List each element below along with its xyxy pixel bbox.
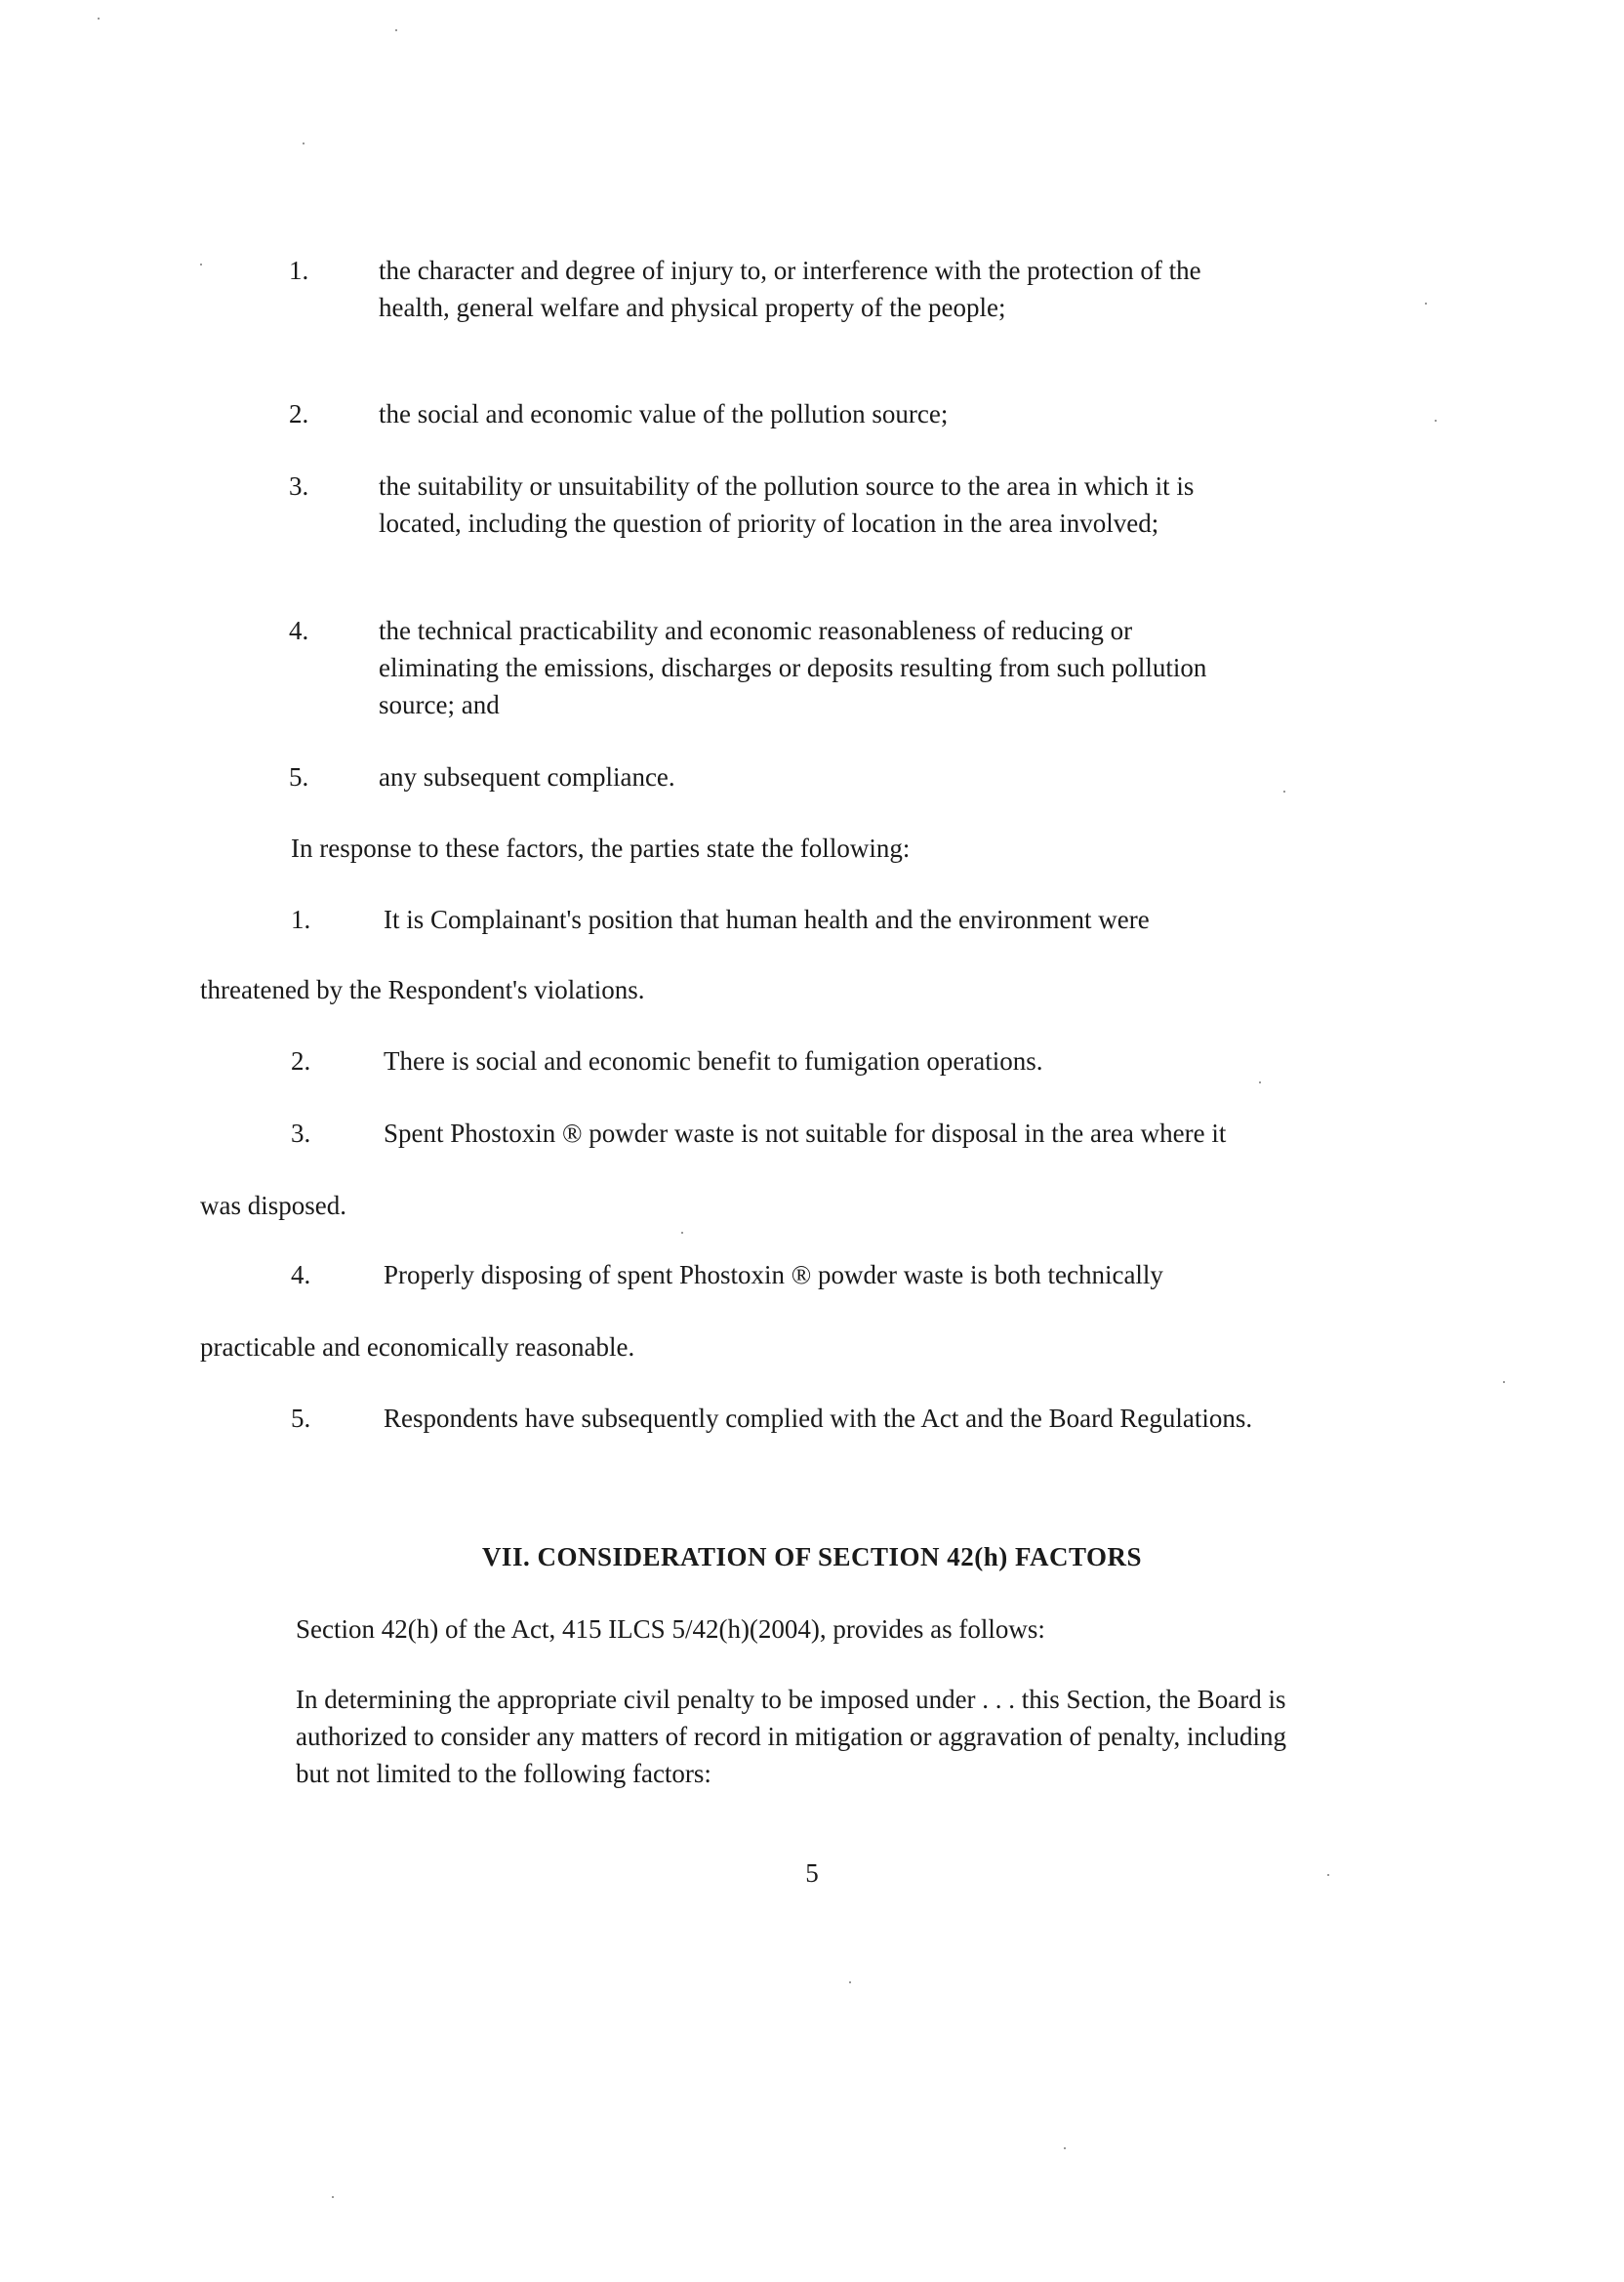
factor-number: 3.	[289, 471, 309, 501]
response-continuation: practicable and economically reasonable.	[200, 1332, 635, 1362]
scan-speck	[681, 1232, 683, 1234]
factor-text: the suitability or unsuitability of the pollution source to the area in which it is located, including the question of priority of location in the area involved;	[379, 471, 1195, 538]
factor-number: 5.	[289, 762, 309, 792]
response-text: Spent Phostoxin ® powder waste is not suitable for disposal in the area where it	[384, 1119, 1227, 1148]
response-number: 3.	[291, 1119, 311, 1148]
section-intro: Section 42(h) of the Act, 415 ILCS 5/42(h)(2004), provides as follows:	[296, 1614, 1045, 1644]
factor-text: the social and economic value of the pollution source;	[379, 399, 949, 428]
block-quote: In determining the appropriate civil penalty to be imposed under . . . this Section, the Board is authorized to consider any matters of record in mitigation or aggravation of penalty, including but not limited to the following factors:	[296, 1685, 1286, 1788]
scan-speck	[395, 29, 397, 31]
factor-number: 4.	[289, 616, 309, 645]
scan-speck	[200, 264, 202, 265]
factor-text: the character and degree of injury to, or interference with the protection of the health, general welfare and physical property of the people;	[379, 256, 1201, 322]
response-number: 2.	[291, 1046, 311, 1076]
scan-speck	[1283, 791, 1285, 793]
response-number: 5.	[291, 1404, 311, 1433]
scan-speck	[332, 2196, 334, 2198]
scan-speck	[849, 1981, 851, 1983]
response-intro: In response to these factors, the parties state the following:	[291, 834, 911, 863]
response-continuation: threatened by the Respondent's violations.	[200, 975, 645, 1004]
factor-number: 1.	[289, 256, 309, 285]
scan-speck	[1259, 1081, 1261, 1083]
response-number: 4.	[291, 1260, 311, 1289]
scan-speck	[303, 143, 304, 144]
factor-text: the technical practicability and economic reasonableness of reducing or eliminating the emissions, discharges or deposits resulting from such pollution source; and	[379, 616, 1207, 719]
response-text: There is social and economic benefit to fumigation operations.	[384, 1046, 1043, 1076]
scan-speck	[98, 18, 100, 20]
scan-speck	[1425, 303, 1427, 305]
response-number: 1.	[291, 905, 311, 934]
factor-number: 2.	[289, 399, 309, 428]
response-text: Respondents have subsequently complied with the Act and the Board Regulations.	[384, 1404, 1253, 1433]
response-text: It is Complainant's position that human health and the environment were	[384, 905, 1150, 934]
scan-speck	[1503, 1381, 1505, 1383]
page-number: 5	[805, 1858, 819, 1888]
scan-speck	[1435, 420, 1437, 422]
factor-text: any subsequent compliance.	[379, 762, 675, 792]
response-text: Properly disposing of spent Phostoxin ® powder waste is both technically	[384, 1260, 1163, 1289]
scan-speck	[1064, 2147, 1066, 2149]
scan-speck	[1327, 1874, 1329, 1876]
section-heading: VII. CONSIDERATION OF SECTION 42(h) FACTORS	[481, 1542, 1143, 1571]
response-continuation: was disposed.	[200, 1191, 346, 1220]
